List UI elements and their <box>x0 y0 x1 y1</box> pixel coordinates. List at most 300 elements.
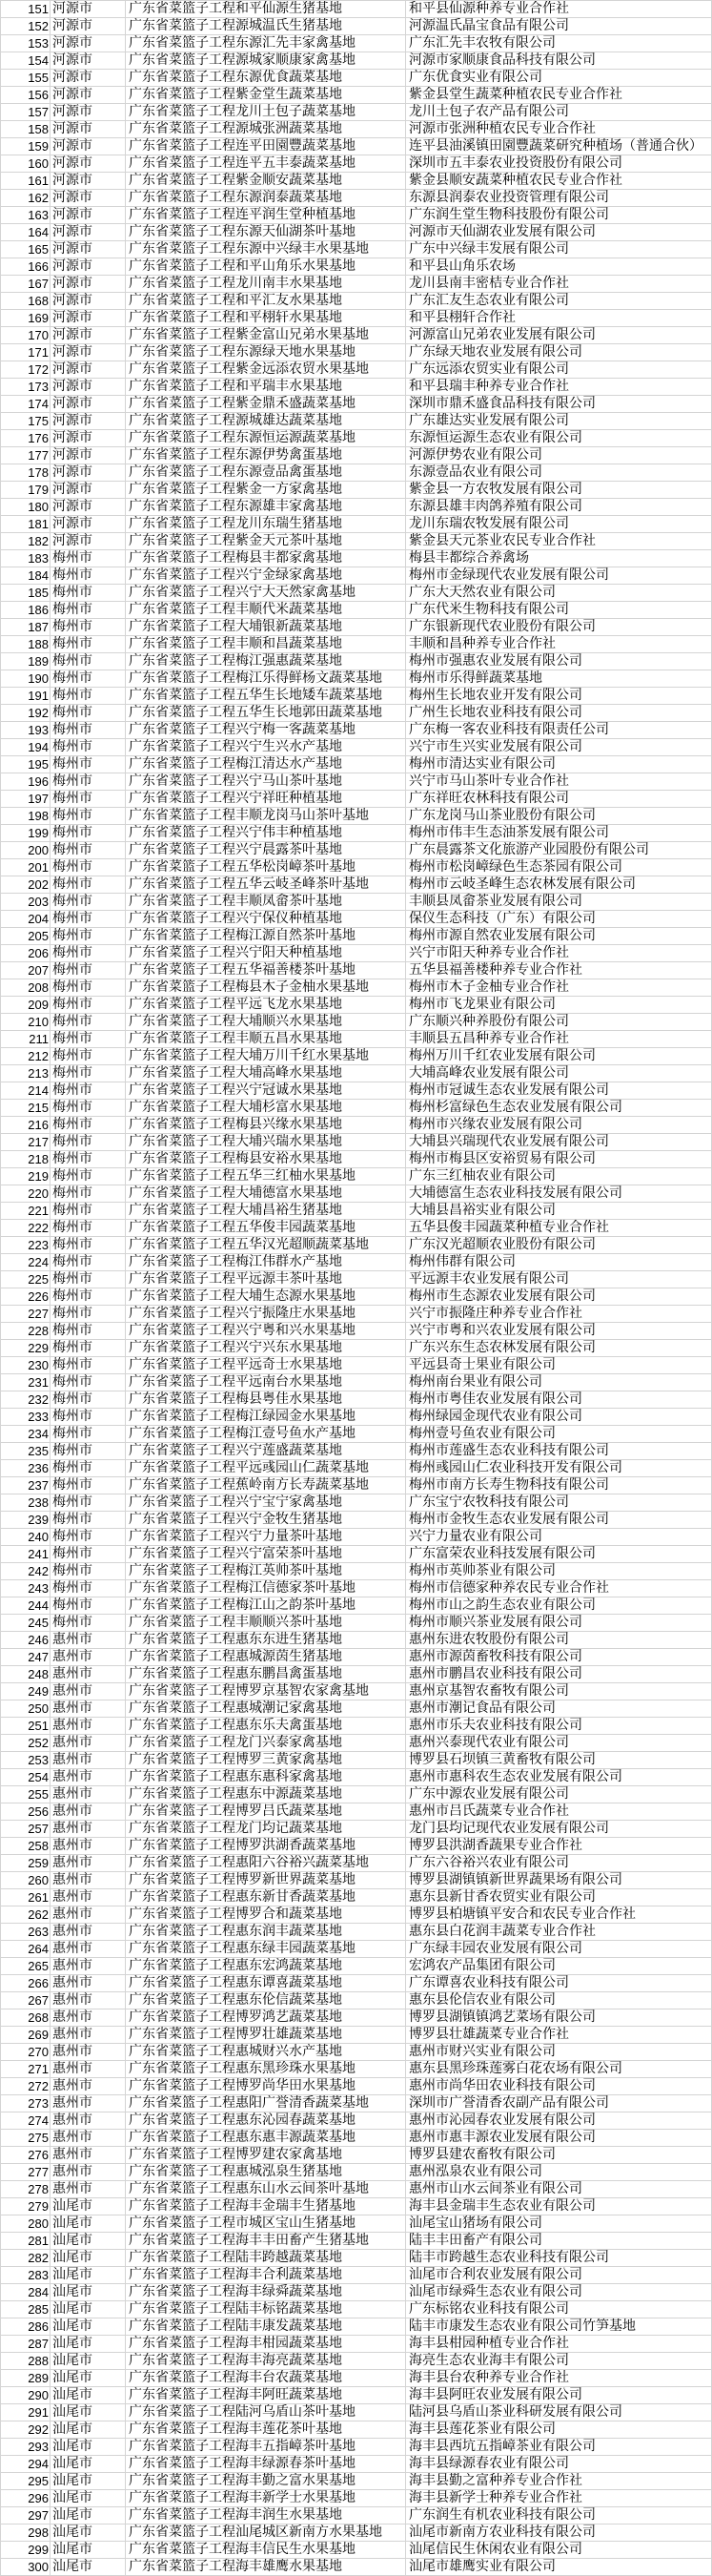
row-number-cell[interactable]: 239 <box>1 1512 51 1529</box>
organization-cell[interactable]: 梅州市金牧生态农业发展有限公司 <box>406 1512 712 1529</box>
base-name-cell[interactable]: 广东省菜篮子工程龙门兴泰家禽基地 <box>126 1735 406 1752</box>
city-cell[interactable]: 惠州市 <box>51 2061 126 2078</box>
row-number-cell[interactable]: 178 <box>1 464 51 482</box>
organization-cell[interactable]: 广东祥旺农林科技有限公司 <box>406 791 712 808</box>
base-name-cell[interactable]: 广东省菜篮子工程惠东沁园春蔬菜基地 <box>126 2112 406 2130</box>
organization-cell[interactable]: 梅县丰都综合养禽场 <box>406 550 712 567</box>
base-name-cell[interactable]: 广东省菜篮子工程陆丰康发蔬菜基地 <box>126 2318 406 2336</box>
organization-cell[interactable]: 广东宝宁农牧科技有限公司 <box>406 1494 712 1512</box>
organization-cell[interactable]: 和平县山角乐农场 <box>406 258 712 276</box>
city-cell[interactable]: 梅州市 <box>51 997 126 1014</box>
base-name-cell[interactable]: 广东省菜篮子工程博罗壮雄蔬菜基地 <box>126 2027 406 2044</box>
base-name-cell[interactable]: 广东省菜篮子工程兴宁祥旺种植基地 <box>126 791 406 808</box>
organization-cell[interactable]: 龙门县均记现代农业发展有限公司 <box>406 1821 712 1838</box>
base-name-cell[interactable]: 广东省菜篮子工程兴宁冠诚水果基地 <box>126 1082 406 1100</box>
city-cell[interactable]: 惠州市 <box>51 2009 126 2027</box>
base-name-cell[interactable]: 广东省菜篮子工程博罗新世界蔬菜基地 <box>126 1872 406 1889</box>
organization-cell[interactable]: 深圳市五丰泰农业投资股份有限公司 <box>406 155 712 173</box>
organization-cell[interactable]: 陆丰市跨越生态农业科技有限公司 <box>406 2250 712 2267</box>
base-name-cell[interactable]: 广东省菜篮子工程兴宁力量茶叶基地 <box>126 1529 406 1546</box>
base-name-cell[interactable]: 广东省菜篮子工程梅县安裕水果基地 <box>126 1151 406 1168</box>
base-name-cell[interactable]: 广东省菜篮子工程惠阳广誉清香蔬菜基地 <box>126 2095 406 2112</box>
row-number-cell[interactable]: 233 <box>1 1409 51 1426</box>
organization-cell[interactable]: 海丰县新学士种养专业合作社 <box>406 2490 712 2507</box>
row-number-cell[interactable]: 266 <box>1 1975 51 1992</box>
organization-cell[interactable]: 梅州南台果业有限公司 <box>406 1374 712 1391</box>
city-cell[interactable]: 河源市 <box>51 430 126 447</box>
city-cell[interactable]: 梅州市 <box>51 1597 126 1615</box>
organization-cell[interactable]: 广东大天然农业有限公司 <box>406 585 712 602</box>
city-cell[interactable]: 汕尾市 <box>51 2215 126 2233</box>
base-name-cell[interactable]: 广东省菜篮子工程梅江山之韵茶叶基地 <box>126 1597 406 1615</box>
city-cell[interactable]: 梅州市 <box>51 722 126 739</box>
city-cell[interactable]: 河源市 <box>51 396 126 413</box>
base-name-cell[interactable]: 广东省菜篮子工程梅江强惠蔬菜基地 <box>126 653 406 670</box>
organization-cell[interactable]: 东源县雄丰肉鸽养殖有限公司 <box>406 499 712 516</box>
base-name-cell[interactable]: 广东省菜篮子工程五华生长地矮车蔬菜基地 <box>126 688 406 705</box>
base-name-cell[interactable]: 广东省菜篮子工程丰顺龙岗马山茶叶基地 <box>126 808 406 825</box>
base-name-cell[interactable]: 广东省菜篮子工程梅江清达水产基地 <box>126 756 406 773</box>
organization-cell[interactable]: 汕尾市雄鹰实业有限公司 <box>406 2559 712 2576</box>
city-cell[interactable]: 惠州市 <box>51 1649 126 1666</box>
base-name-cell[interactable]: 广东省菜篮子工程东源绿天地水果基地 <box>126 344 406 361</box>
city-cell[interactable]: 梅州市 <box>51 602 126 619</box>
organization-cell[interactable]: 海丰县台农种养专业合作社 <box>406 2370 712 2387</box>
city-cell[interactable]: 汕尾市 <box>51 2542 126 2559</box>
city-cell[interactable]: 汕尾市 <box>51 2421 126 2439</box>
organization-cell[interactable]: 龙川土包子农产品有限公司 <box>406 104 712 121</box>
row-number-cell[interactable]: 200 <box>1 842 51 859</box>
organization-cell[interactable]: 广东标铭农业科技有限公司 <box>406 2301 712 2318</box>
base-name-cell[interactable]: 广东省菜篮子工程梅县兴缘水果基地 <box>126 1117 406 1134</box>
city-cell[interactable]: 梅州市 <box>51 636 126 653</box>
base-name-cell[interactable]: 广东省菜篮子工程兴宁金绿家禽基地 <box>126 567 406 585</box>
organization-cell[interactable]: 梅州市粤佳农业发展有限公司 <box>406 1391 712 1409</box>
organization-cell[interactable]: 广东富荣农业科技发展有限公司 <box>406 1546 712 1563</box>
city-cell[interactable]: 梅州市 <box>51 756 126 773</box>
organization-cell[interactable]: 宏鸿农产品集团有限公司 <box>406 1958 712 1975</box>
city-cell[interactable]: 河源市 <box>51 104 126 121</box>
base-name-cell[interactable]: 广东省菜篮子工程惠城潮记家禽基地 <box>126 1700 406 1718</box>
base-name-cell[interactable]: 广东省菜篮子工程海丰雄鹰水果基地 <box>126 2559 406 2576</box>
row-number-cell[interactable]: 261 <box>1 1889 51 1906</box>
organization-cell[interactable]: 博罗县壮雄蔬菜专业合作社 <box>406 2027 712 2044</box>
base-name-cell[interactable]: 广东省菜篮子工程惠东乐夫禽蛋基地 <box>126 1718 406 1735</box>
row-number-cell[interactable]: 262 <box>1 1906 51 1924</box>
city-cell[interactable]: 梅州市 <box>51 1580 126 1597</box>
organization-cell[interactable]: 惠州市财兴实业有限公司 <box>406 2044 712 2061</box>
row-number-cell[interactable]: 257 <box>1 1821 51 1838</box>
row-number-cell[interactable]: 202 <box>1 876 51 894</box>
organization-cell[interactable]: 五华县俊丰园蔬菜种植专业合作社 <box>406 1220 712 1237</box>
row-number-cell[interactable]: 278 <box>1 2181 51 2198</box>
organization-cell[interactable]: 海亮生态农业海丰有限公司 <box>406 2353 712 2370</box>
city-cell[interactable]: 汕尾市 <box>51 2404 126 2421</box>
base-name-cell[interactable]: 广东省菜篮子工程博罗三黄家禽基地 <box>126 1752 406 1769</box>
row-number-cell[interactable]: 184 <box>1 567 51 585</box>
row-number-cell[interactable]: 207 <box>1 962 51 979</box>
city-cell[interactable]: 河源市 <box>51 121 126 138</box>
base-name-cell[interactable]: 广东省菜篮子工程蕉岭南方长寿蔬菜基地 <box>126 1477 406 1494</box>
city-cell[interactable]: 惠州市 <box>51 1752 126 1769</box>
row-number-cell[interactable]: 242 <box>1 1563 51 1580</box>
row-number-cell[interactable]: 204 <box>1 911 51 928</box>
row-number-cell[interactable]: 259 <box>1 1855 51 1872</box>
row-number-cell[interactable]: 251 <box>1 1718 51 1735</box>
base-name-cell[interactable]: 广东省菜篮子工程兴宁金牧生猪基地 <box>126 1512 406 1529</box>
base-name-cell[interactable]: 广东省菜篮子工程东源雄丰家禽基地 <box>126 499 406 516</box>
city-cell[interactable]: 惠州市 <box>51 1838 126 1855</box>
city-cell[interactable]: 梅州市 <box>51 1082 126 1100</box>
city-cell[interactable]: 惠州市 <box>51 1889 126 1906</box>
base-name-cell[interactable]: 广东省菜篮子工程博罗建农家禽基地 <box>126 2147 406 2164</box>
row-number-cell[interactable]: 265 <box>1 1958 51 1975</box>
base-name-cell[interactable]: 广东省菜篮子工程丰顺顺兴茶叶基地 <box>126 1615 406 1632</box>
base-name-cell[interactable]: 广东省菜篮子工程五华松岗嶂茶叶基地 <box>126 859 406 876</box>
base-name-cell[interactable]: 广东省菜篮子工程和平山角乐水果基地 <box>126 258 406 276</box>
organization-cell[interactable]: 广东绿天地农业发展有限公司 <box>406 344 712 361</box>
base-name-cell[interactable]: 广东省菜篮子工程海丰信民生水果基地 <box>126 2542 406 2559</box>
row-number-cell[interactable]: 167 <box>1 276 51 293</box>
row-number-cell[interactable]: 253 <box>1 1752 51 1769</box>
base-name-cell[interactable]: 广东省菜篮子工程惠东中源蔬菜基地 <box>126 1786 406 1803</box>
city-cell[interactable]: 惠州市 <box>51 2164 126 2181</box>
row-number-cell[interactable]: 215 <box>1 1100 51 1117</box>
row-number-cell[interactable]: 171 <box>1 344 51 361</box>
organization-cell[interactable]: 梅州彧园山仁农业科技开发有限公司 <box>406 1460 712 1477</box>
row-number-cell[interactable]: 254 <box>1 1769 51 1786</box>
row-number-cell[interactable]: 272 <box>1 2078 51 2095</box>
organization-cell[interactable]: 梅州市木子金柚专业合作社 <box>406 979 712 997</box>
row-number-cell[interactable]: 260 <box>1 1872 51 1889</box>
city-cell[interactable]: 梅州市 <box>51 1391 126 1409</box>
city-cell[interactable]: 河源市 <box>51 241 126 258</box>
base-name-cell[interactable]: 广东省菜篮子工程梅江伟群水产基地 <box>126 1254 406 1271</box>
city-cell[interactable]: 梅州市 <box>51 688 126 705</box>
row-number-cell[interactable]: 210 <box>1 1014 51 1031</box>
organization-cell[interactable]: 梅州市信德家种养农民专业合作社 <box>406 1580 712 1597</box>
organization-cell[interactable]: 梅州市金绿现代农业发展有限公司 <box>406 567 712 585</box>
row-number-cell[interactable]: 252 <box>1 1735 51 1752</box>
base-name-cell[interactable]: 广东省菜篮子工程紫金富山兄弟水果基地 <box>126 327 406 344</box>
row-number-cell[interactable]: 175 <box>1 413 51 430</box>
base-name-cell[interactable]: 广东省菜篮子工程平远源丰茶叶基地 <box>126 1271 406 1288</box>
row-number-cell[interactable]: 245 <box>1 1615 51 1632</box>
base-name-cell[interactable]: 广东省菜篮子工程平远奇士水果基地 <box>126 1357 406 1374</box>
city-cell[interactable]: 河源市 <box>51 35 126 52</box>
organization-cell[interactable]: 梅州市南方长寿生物科技有限公司 <box>406 1477 712 1494</box>
city-cell[interactable]: 汕尾市 <box>51 2507 126 2524</box>
city-cell[interactable]: 梅州市 <box>51 585 126 602</box>
base-name-cell[interactable]: 广东省菜篮子工程海丰五指嶂茶叶基地 <box>126 2439 406 2456</box>
organization-cell[interactable]: 广东中兴绿丰发展有限公司 <box>406 241 712 258</box>
row-number-cell[interactable]: 176 <box>1 430 51 447</box>
row-number-cell[interactable]: 298 <box>1 2524 51 2542</box>
city-cell[interactable]: 河源市 <box>51 327 126 344</box>
city-cell[interactable]: 梅州市 <box>51 1048 126 1065</box>
row-number-cell[interactable]: 293 <box>1 2439 51 2456</box>
row-number-cell[interactable]: 230 <box>1 1357 51 1374</box>
city-cell[interactable]: 梅州市 <box>51 979 126 997</box>
row-number-cell[interactable]: 153 <box>1 35 51 52</box>
organization-cell[interactable]: 广东梅一客农业科技有限责任公司 <box>406 722 712 739</box>
base-name-cell[interactable]: 广东省菜篮子工程龙川南丰水果基地 <box>126 276 406 293</box>
base-name-cell[interactable]: 广东省菜篮子工程梅县丰都家禽基地 <box>126 550 406 567</box>
row-number-cell[interactable]: 297 <box>1 2507 51 2524</box>
city-cell[interactable]: 惠州市 <box>51 2044 126 2061</box>
row-number-cell[interactable]: 256 <box>1 1803 51 1821</box>
organization-cell[interactable]: 兴宁市阳天种养专业合作社 <box>406 945 712 962</box>
city-cell[interactable]: 惠州市 <box>51 1872 126 1889</box>
row-number-cell[interactable]: 294 <box>1 2456 51 2473</box>
row-number-cell[interactable]: 292 <box>1 2421 51 2439</box>
base-name-cell[interactable]: 广东省菜篮子工程连平润生堂种植基地 <box>126 207 406 224</box>
base-name-cell[interactable]: 广东省菜篮子工程博罗尚华田水果基地 <box>126 2078 406 2095</box>
row-number-cell[interactable]: 157 <box>1 104 51 121</box>
organization-cell[interactable]: 广东汉光超顺农业股份有限公司 <box>406 1237 712 1254</box>
base-name-cell[interactable]: 广东省菜篮子工程紫金堂生蔬菜基地 <box>126 87 406 104</box>
base-name-cell[interactable]: 广东省菜篮子工程梅江乐得鲜杨文蔬菜基地 <box>126 670 406 688</box>
base-name-cell[interactable]: 广东省菜篮子工程惠东东进生猪基地 <box>126 1632 406 1649</box>
row-number-cell[interactable]: 224 <box>1 1254 51 1271</box>
city-cell[interactable]: 梅州市 <box>51 670 126 688</box>
base-name-cell[interactable]: 广东省菜篮子工程丰顺五昌水果基地 <box>126 1031 406 1048</box>
city-cell[interactable]: 梅州市 <box>51 1185 126 1203</box>
city-cell[interactable]: 梅州市 <box>51 1409 126 1426</box>
row-number-cell[interactable]: 214 <box>1 1082 51 1100</box>
city-cell[interactable]: 惠州市 <box>51 1769 126 1786</box>
base-name-cell[interactable]: 广东省菜篮子工程博罗京基智农家禽基地 <box>126 1683 406 1700</box>
row-number-cell[interactable]: 285 <box>1 2301 51 2318</box>
city-cell[interactable]: 惠州市 <box>51 1992 126 2009</box>
row-number-cell[interactable]: 199 <box>1 825 51 842</box>
row-number-cell[interactable]: 296 <box>1 2490 51 2507</box>
city-cell[interactable]: 梅州市 <box>51 1203 126 1220</box>
base-name-cell[interactable]: 广东省菜篮子工程东源壹品禽蛋基地 <box>126 464 406 482</box>
city-cell[interactable]: 河源市 <box>51 70 126 87</box>
city-cell[interactable]: 河源市 <box>51 516 126 533</box>
organization-cell[interactable]: 广东绿丰园农业发展有限公司 <box>406 1941 712 1958</box>
city-cell[interactable]: 惠州市 <box>51 1735 126 1752</box>
city-cell[interactable]: 汕尾市 <box>51 2250 126 2267</box>
city-cell[interactable]: 惠州市 <box>51 1718 126 1735</box>
city-cell[interactable]: 河源市 <box>51 361 126 379</box>
organization-cell[interactable]: 河源温氏晶宝食品有限公司 <box>406 18 712 35</box>
row-number-cell[interactable]: 186 <box>1 602 51 619</box>
row-number-cell[interactable]: 246 <box>1 1632 51 1649</box>
row-number-cell[interactable]: 226 <box>1 1288 51 1306</box>
base-name-cell[interactable]: 广东省菜篮子工程惠东伦信蔬菜基地 <box>126 1992 406 2009</box>
row-number-cell[interactable]: 288 <box>1 2353 51 2370</box>
organization-cell[interactable]: 保仪生态科技（广东）有限公司 <box>406 911 712 928</box>
row-number-cell[interactable]: 243 <box>1 1580 51 1597</box>
base-name-cell[interactable]: 广东省菜篮子工程兴宁生兴水产基地 <box>126 739 406 756</box>
city-cell[interactable]: 惠州市 <box>51 1786 126 1803</box>
row-number-cell[interactable]: 281 <box>1 2233 51 2250</box>
city-cell[interactable]: 河源市 <box>51 379 126 396</box>
city-cell[interactable]: 梅州市 <box>51 1443 126 1460</box>
base-name-cell[interactable]: 广东省菜篮子工程五华云岐圣峰茶叶基地 <box>126 876 406 894</box>
city-cell[interactable]: 梅州市 <box>51 1374 126 1391</box>
organization-cell[interactable]: 惠州兴泰现代农业有限公司 <box>406 1735 712 1752</box>
row-number-cell[interactable]: 299 <box>1 2542 51 2559</box>
organization-cell[interactable]: 兴宁市马山茶叶专业合作社 <box>406 773 712 791</box>
organization-cell[interactable]: 梅州万川千红农业发展有限公司 <box>406 1048 712 1065</box>
organization-cell[interactable]: 海丰县西坑五指嶂茶业有限公司 <box>406 2439 712 2456</box>
base-name-cell[interactable]: 广东省菜篮子工程五华俊丰园蔬菜基地 <box>126 1220 406 1237</box>
row-number-cell[interactable]: 258 <box>1 1838 51 1855</box>
city-cell[interactable]: 汕尾市 <box>51 2353 126 2370</box>
organization-cell[interactable]: 惠东县新甘香农贸实业有限公司 <box>406 1889 712 1906</box>
city-cell[interactable]: 梅州市 <box>51 705 126 722</box>
city-cell[interactable]: 梅州市 <box>51 1134 126 1151</box>
city-cell[interactable]: 河源市 <box>51 413 126 430</box>
base-name-cell[interactable]: 广东省菜篮子工程东源优食蔬菜基地 <box>126 70 406 87</box>
organization-cell[interactable]: 梅州市兴缘农业发展有限公司 <box>406 1117 712 1134</box>
city-cell[interactable]: 梅州市 <box>51 550 126 567</box>
row-number-cell[interactable]: 282 <box>1 2250 51 2267</box>
organization-cell[interactable]: 广东优食实业有限公司 <box>406 70 712 87</box>
row-number-cell[interactable]: 277 <box>1 2164 51 2181</box>
city-cell[interactable]: 梅州市 <box>51 859 126 876</box>
city-cell[interactable]: 梅州市 <box>51 1065 126 1082</box>
row-number-cell[interactable]: 177 <box>1 447 51 464</box>
row-number-cell[interactable]: 241 <box>1 1546 51 1563</box>
row-number-cell[interactable]: 240 <box>1 1529 51 1546</box>
organization-cell[interactable]: 广东汇先丰农牧有限公司 <box>406 35 712 52</box>
row-number-cell[interactable]: 158 <box>1 121 51 138</box>
organization-cell[interactable]: 梅州市源自然农业发展有限公司 <box>406 928 712 945</box>
row-number-cell[interactable]: 228 <box>1 1323 51 1340</box>
organization-cell[interactable]: 东源县润泰农业投资管理有限公司 <box>406 190 712 207</box>
organization-cell[interactable]: 和平县栩轩合作社 <box>406 310 712 327</box>
base-name-cell[interactable]: 广东省菜篮子工程源城雄达蔬菜基地 <box>126 413 406 430</box>
base-name-cell[interactable]: 广东省菜篮子工程大埔杉富水果基地 <box>126 1100 406 1117</box>
row-number-cell[interactable]: 231 <box>1 1374 51 1391</box>
base-name-cell[interactable]: 广东省菜篮子工程大埔昌裕生猪基地 <box>126 1203 406 1220</box>
base-name-cell[interactable]: 广东省菜篮子工程海丰新学士水果基地 <box>126 2490 406 2507</box>
row-number-cell[interactable]: 225 <box>1 1271 51 1288</box>
city-cell[interactable]: 梅州市 <box>51 1340 126 1357</box>
city-cell[interactable]: 梅州市 <box>51 1546 126 1563</box>
row-number-cell[interactable]: 269 <box>1 2027 51 2044</box>
base-name-cell[interactable]: 广东省菜篮子工程和平仙源生猪基地 <box>126 1 406 18</box>
base-name-cell[interactable]: 广东省菜篮子工程平远南台水果基地 <box>126 1374 406 1391</box>
row-number-cell[interactable]: 279 <box>1 2198 51 2215</box>
base-name-cell[interactable]: 广东省菜篮子工程海丰润生水果基地 <box>126 2507 406 2524</box>
row-number-cell[interactable]: 218 <box>1 1151 51 1168</box>
city-cell[interactable]: 梅州市 <box>51 808 126 825</box>
base-name-cell[interactable]: 广东省菜篮子工程龙川土包子蔬菜基地 <box>126 104 406 121</box>
base-name-cell[interactable]: 广东省菜篮子工程汕尾城区新南方水果基地 <box>126 2524 406 2542</box>
base-name-cell[interactable]: 广东省菜篮子工程龙门均记蔬菜基地 <box>126 1821 406 1838</box>
row-number-cell[interactable]: 205 <box>1 928 51 945</box>
base-name-cell[interactable]: 广东省菜篮子工程紫金远添农贸水果基地 <box>126 361 406 379</box>
city-cell[interactable]: 惠州市 <box>51 2130 126 2147</box>
organization-cell[interactable]: 平远县奇士果业有限公司 <box>406 1357 712 1374</box>
city-cell[interactable]: 梅州市 <box>51 1031 126 1048</box>
base-name-cell[interactable]: 广东省菜篮子工程陆丰标铭蔬菜基地 <box>126 2301 406 2318</box>
base-name-cell[interactable]: 广东省菜篮子工程东源天仙湖茶叶基地 <box>126 224 406 241</box>
row-number-cell[interactable]: 275 <box>1 2130 51 2147</box>
organization-cell[interactable]: 梅州市生态源农业发展有限公司 <box>406 1288 712 1306</box>
row-number-cell[interactable]: 168 <box>1 293 51 310</box>
row-number-cell[interactable]: 227 <box>1 1306 51 1323</box>
city-cell[interactable]: 梅州市 <box>51 1563 126 1580</box>
row-number-cell[interactable]: 263 <box>1 1924 51 1941</box>
organization-cell[interactable]: 海丰县莲花茶业有限公司 <box>406 2421 712 2439</box>
base-name-cell[interactable]: 广东省菜篮子工程兴宁宝宁家禽基地 <box>126 1494 406 1512</box>
city-cell[interactable]: 汕尾市 <box>51 2318 126 2336</box>
organization-cell[interactable]: 河源富山兄弟农业发展有限公司 <box>406 327 712 344</box>
base-name-cell[interactable]: 广东省菜篮子工程博罗合和蔬菜基地 <box>126 1906 406 1924</box>
row-number-cell[interactable]: 209 <box>1 997 51 1014</box>
base-name-cell[interactable]: 广东省菜篮子工程兴宁富荣茶叶基地 <box>126 1546 406 1563</box>
organization-cell[interactable]: 汕尾信民生休闲农业有限公司 <box>406 2542 712 2559</box>
organization-cell[interactable]: 惠州市吕氏蔬菜专业合作社 <box>406 1803 712 1821</box>
base-name-cell[interactable]: 广东省菜篮子工程梅县粤佳水果基地 <box>126 1391 406 1409</box>
city-cell[interactable]: 梅州市 <box>51 739 126 756</box>
organization-cell[interactable]: 紫金县天元茶业农民专业合作社 <box>406 533 712 550</box>
base-name-cell[interactable]: 广东省菜篮子工程博罗吕氏蔬菜基地 <box>126 1803 406 1821</box>
base-name-cell[interactable]: 广东省菜篮子工程兴宁伟丰种植基地 <box>126 825 406 842</box>
base-name-cell[interactable]: 广东省菜篮子工程丰顺和昌蔬菜基地 <box>126 636 406 653</box>
base-name-cell[interactable]: 广东省菜篮子工程兴宁兴东水果基地 <box>126 1340 406 1357</box>
row-number-cell[interactable]: 201 <box>1 859 51 876</box>
row-number-cell[interactable]: 236 <box>1 1460 51 1477</box>
row-number-cell[interactable]: 220 <box>1 1185 51 1203</box>
city-cell[interactable]: 汕尾市 <box>51 2387 126 2404</box>
organization-cell[interactable]: 海丰县勤之富种养专业合作社 <box>406 2473 712 2490</box>
organization-cell[interactable]: 连平县油溪镇田園豐蔬菜研究种植场（普通合伙） <box>406 138 712 155</box>
organization-cell[interactable]: 广东银新现代农业股份有限公司 <box>406 619 712 636</box>
base-name-cell[interactable]: 广东省菜篮子工程梅江绿园金水果基地 <box>126 1409 406 1426</box>
organization-cell[interactable]: 广东雄达实业发展有限公司 <box>406 413 712 430</box>
organization-cell[interactable]: 惠州市沁园春农业发展有限公司 <box>406 2112 712 2130</box>
city-cell[interactable]: 梅州市 <box>51 1220 126 1237</box>
row-number-cell[interactable]: 250 <box>1 1700 51 1718</box>
organization-cell[interactable]: 兴宁市振隆庄种养专业合作社 <box>406 1306 712 1323</box>
organization-cell[interactable]: 兴宁力量农业有限公司 <box>406 1529 712 1546</box>
city-cell[interactable]: 河源市 <box>51 87 126 104</box>
base-name-cell[interactable]: 广东省菜篮子工程兴宁阳天种植基地 <box>126 945 406 962</box>
base-name-cell[interactable]: 广东省菜篮子工程惠东黑珍珠水果基地 <box>126 2061 406 2078</box>
city-cell[interactable]: 河源市 <box>51 499 126 516</box>
organization-cell[interactable]: 大埔德富生态农业科技发展有限公司 <box>406 1185 712 1203</box>
city-cell[interactable]: 汕尾市 <box>51 2370 126 2387</box>
base-name-cell[interactable]: 广东省菜篮子工程惠东惠丰源蔬菜基地 <box>126 2130 406 2147</box>
organization-cell[interactable]: 梅州杉富绿色生态农业发展有限公司 <box>406 1100 712 1117</box>
city-cell[interactable]: 河源市 <box>51 1 126 18</box>
row-number-cell[interactable]: 287 <box>1 2336 51 2353</box>
row-number-cell[interactable]: 234 <box>1 1426 51 1443</box>
row-number-cell[interactable]: 237 <box>1 1477 51 1494</box>
organization-cell[interactable]: 龙川东瑞农牧发展有限公司 <box>406 516 712 533</box>
base-name-cell[interactable]: 广东省菜篮子工程五华福善楼茶叶基地 <box>126 962 406 979</box>
organization-cell[interactable]: 博罗县建农畜牧有限公司 <box>406 2147 712 2164</box>
base-name-cell[interactable]: 广东省菜篮子工程五华三红柚水果基地 <box>126 1168 406 1185</box>
city-cell[interactable]: 惠州市 <box>51 1683 126 1700</box>
row-number-cell[interactable]: 235 <box>1 1443 51 1460</box>
row-number-cell[interactable]: 185 <box>1 585 51 602</box>
organization-cell[interactable]: 汕尾市新南方农业科技有限公司 <box>406 2524 712 2542</box>
organization-cell[interactable]: 广东谭喜农业科技有限公司 <box>406 1975 712 1992</box>
row-number-cell[interactable]: 155 <box>1 70 51 87</box>
row-number-cell[interactable]: 267 <box>1 1992 51 2009</box>
city-cell[interactable]: 惠州市 <box>51 2147 126 2164</box>
organization-cell[interactable]: 广东顺兴种养股份有限公司 <box>406 1014 712 1031</box>
city-cell[interactable]: 梅州市 <box>51 842 126 859</box>
